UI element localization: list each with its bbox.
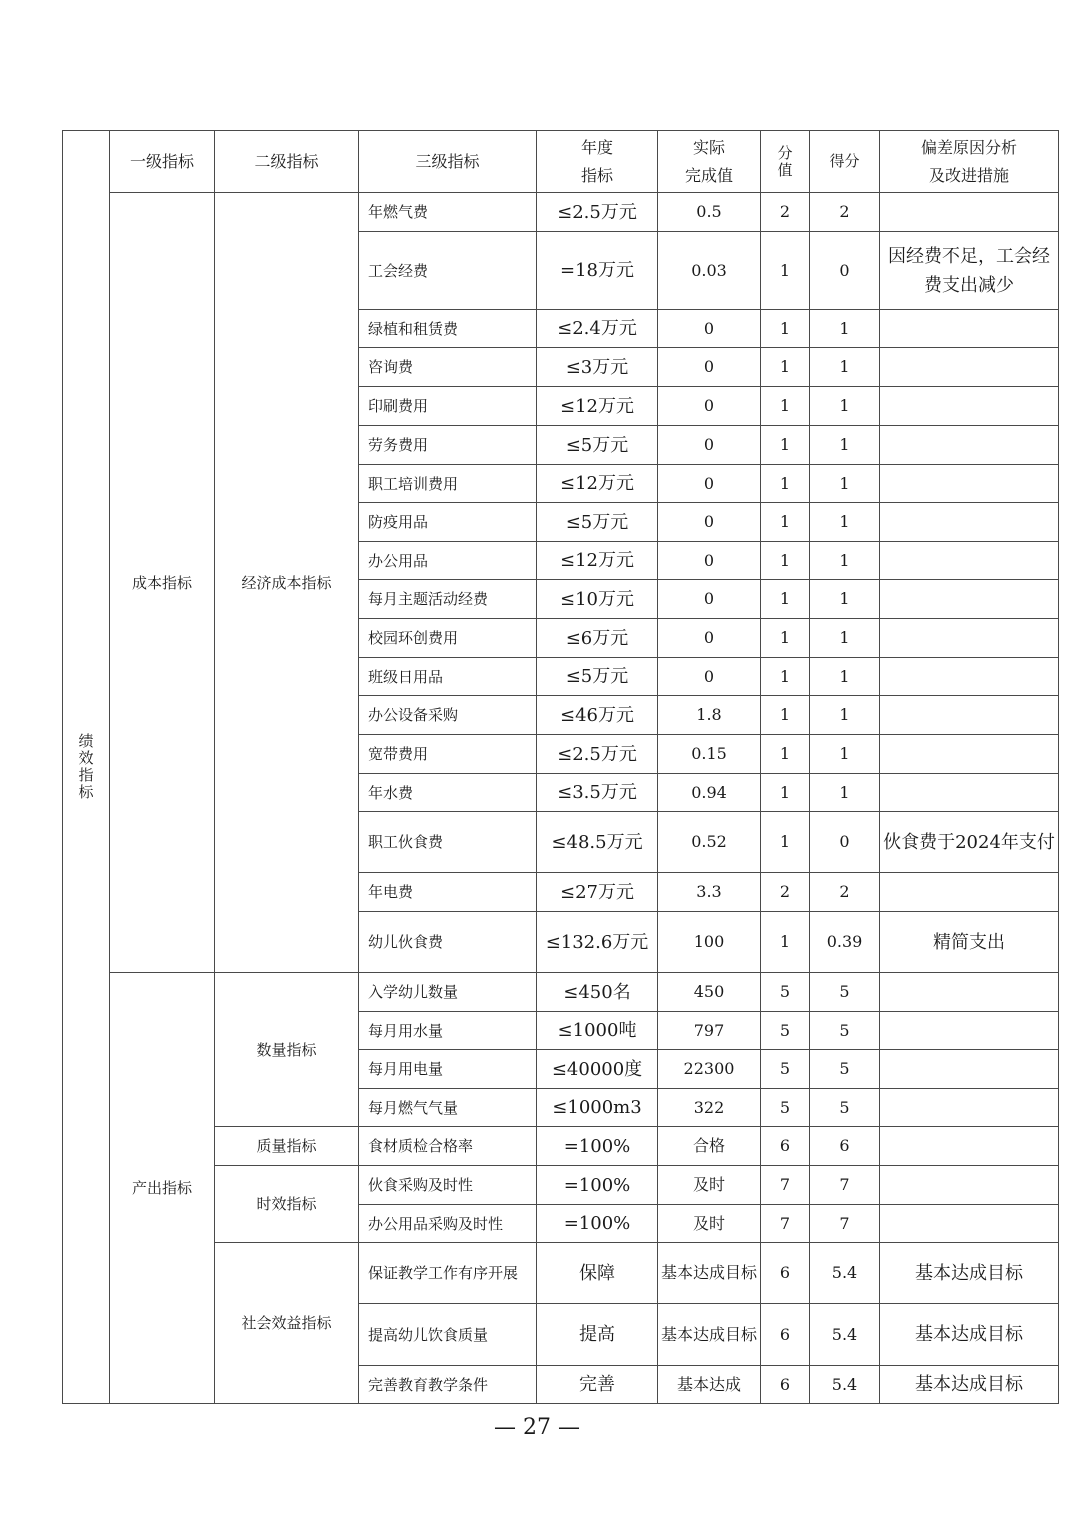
actual-value: 3.3 [658,873,761,912]
header-actual-value: 实际 完成值 [658,131,761,193]
points-earned: 1 [810,619,880,658]
points-earned: 5 [810,1050,880,1089]
actual-value: 0 [658,387,761,426]
actual-value: 322 [658,1089,761,1127]
deviation-note [880,1050,1059,1089]
indicator-name: 完善教育教学条件 [359,1366,537,1404]
deviation-note: 因经费不足，工会经费支出减少 [880,232,1059,310]
annual-target: ≤1000m3 [537,1089,658,1127]
score-value: 1 [761,912,810,973]
annual-target: ≤10万元 [537,580,658,619]
actual-value: 0 [658,619,761,658]
indicator-name: 校园环创费用 [359,619,537,658]
score-value: 1 [761,465,810,503]
deviation-note [880,503,1059,542]
level2-timeliness: 时效指标 [215,1166,359,1243]
indicator-name: 提高幼儿饮食质量 [359,1304,537,1366]
actual-value: 基本达成目标 [658,1243,761,1304]
indicator-name: 办公设备采购 [359,696,537,735]
header-score: 分值 [761,131,810,193]
deviation-note [880,1012,1059,1050]
indicator-name: 职工伙食费 [359,812,537,873]
score-value: 6 [761,1127,810,1166]
points-earned: 1 [810,542,880,580]
actual-value: 0 [658,542,761,580]
points-earned: 2 [810,873,880,912]
annual-target: ≤2.5万元 [537,735,658,774]
deviation-note [880,310,1059,348]
header-annual-target: 年度 指标 [537,131,658,193]
annual-target: =100% [537,1205,658,1243]
annual-target: ≤46万元 [537,696,658,735]
points-earned: 0 [810,812,880,873]
annual-target: ≤2.5万元 [537,193,658,232]
annual-target: ≤3万元 [537,348,658,387]
score-value: 1 [761,812,810,873]
score-value: 1 [761,426,810,465]
deviation-note [880,348,1059,387]
level2-social: 社会效益指标 [215,1243,359,1404]
actual-value: 450 [658,973,761,1012]
deviation-note [880,774,1059,812]
points-earned: 0 [810,232,880,310]
actual-value: 及时 [658,1166,761,1205]
annual-target: ≤5万元 [537,426,658,465]
actual-value: 0 [658,465,761,503]
actual-value: 0.15 [658,735,761,774]
points-earned: 5.4 [810,1243,880,1304]
deviation-note [880,1205,1059,1243]
score-value: 6 [761,1243,810,1304]
actual-value: 0 [658,310,761,348]
indicator-name: 年电费 [359,873,537,912]
deviation-note [880,426,1059,465]
indicator-name: 宽带费用 [359,735,537,774]
indicator-name: 幼儿伙食费 [359,912,537,973]
actual-value: 0.52 [658,812,761,873]
outer-label: 绩效指标 [63,131,110,1404]
annual-target: =100% [537,1166,658,1205]
score-value: 1 [761,696,810,735]
deviation-note: 基本达成目标 [880,1304,1059,1366]
annual-target: ≤450名 [537,973,658,1012]
indicator-name: 印刷费用 [359,387,537,426]
actual-value: 1.8 [658,696,761,735]
deviation-note [880,735,1059,774]
deviation-note: 基本达成目标 [880,1243,1059,1304]
score-value: 1 [761,503,810,542]
annual-target: ≤5万元 [537,503,658,542]
deviation-note [880,1127,1059,1166]
actual-value: 及时 [658,1205,761,1243]
score-value: 1 [761,232,810,310]
annual-target: ≤12万元 [537,542,658,580]
indicator-name: 每月用水量 [359,1012,537,1050]
annual-target: =18万元 [537,232,658,310]
score-value: 1 [761,310,810,348]
score-value: 5 [761,1089,810,1127]
deviation-note [880,1089,1059,1127]
indicator-name: 食材质检合格率 [359,1127,537,1166]
annual-target: ≤12万元 [537,465,658,503]
indicator-name: 年水费 [359,774,537,812]
actual-value: 基本达成目标 [658,1304,761,1366]
score-value: 6 [761,1366,810,1404]
points-earned: 5 [810,1012,880,1050]
actual-value: 0.03 [658,232,761,310]
indicator-name: 保证教学工作有序开展 [359,1243,537,1304]
table-row [63,973,1059,1012]
deviation-note [880,193,1059,232]
points-earned: 5 [810,973,880,1012]
annual-target: ≤27万元 [537,873,658,912]
actual-value: 100 [658,912,761,973]
deviation-note [880,873,1059,912]
indicator-name: 绿植和租赁费 [359,310,537,348]
level2-quantity: 数量指标 [215,973,359,1127]
score-value: 1 [761,735,810,774]
annual-target: ≤132.6万元 [537,912,658,973]
annual-target: ≤2.4万元 [537,310,658,348]
annual-target: ≤1000吨 [537,1012,658,1050]
annual-target: ≤48.5万元 [537,812,658,873]
deviation-note [880,696,1059,735]
annual-target: 提高 [537,1304,658,1366]
points-earned: 1 [810,735,880,774]
points-earned: 7 [810,1166,880,1205]
indicator-name: 防疫用品 [359,503,537,542]
indicator-name: 劳务费用 [359,426,537,465]
deviation-note [880,973,1059,1012]
score-value: 1 [761,658,810,696]
indicator-name: 每月燃气气量 [359,1089,537,1127]
deviation-note [880,387,1059,426]
indicator-name: 入学幼儿数量 [359,973,537,1012]
score-value: 1 [761,580,810,619]
annual-target: =100% [537,1127,658,1166]
deviation-note: 基本达成目标 [880,1366,1059,1404]
header-row [63,131,1059,193]
deviation-note [880,580,1059,619]
score-value: 6 [761,1304,810,1366]
deviation-note [880,1166,1059,1205]
deviation-note: 精简支出 [880,912,1059,973]
actual-value: 0 [658,580,761,619]
points-earned: 1 [810,348,880,387]
indicator-name: 伙食采购及时性 [359,1166,537,1205]
indicator-name: 职工培训费用 [359,465,537,503]
level1-cost: 成本指标 [110,193,215,973]
actual-value: 0 [658,658,761,696]
indicator-name: 班级日用品 [359,658,537,696]
annual-target: ≤12万元 [537,387,658,426]
actual-value: 0 [658,503,761,542]
annual-target: 保障 [537,1243,658,1304]
indicator-name: 咨询费 [359,348,537,387]
annual-target: 完善 [537,1366,658,1404]
deviation-note [880,658,1059,696]
header-deviation-analysis: 偏差原因分析 及改进措施 [880,131,1059,193]
deviation-note [880,619,1059,658]
header-level3: 三级指标 [359,131,537,193]
score-value: 1 [761,387,810,426]
deviation-note [880,465,1059,503]
header-level2: 二级指标 [215,131,359,193]
score-value: 5 [761,1050,810,1089]
indicator-name: 工会经费 [359,232,537,310]
table-row [63,193,1059,232]
indicator-name: 每月主题活动经费 [359,580,537,619]
annual-target: ≤40000度 [537,1050,658,1089]
indicator-name: 办公用品采购及时性 [359,1205,537,1243]
score-value: 5 [761,973,810,1012]
score-value: 1 [761,348,810,387]
actual-value: 0 [658,426,761,465]
level2-quality: 质量指标 [215,1127,359,1166]
score-value: 7 [761,1205,810,1243]
score-value: 2 [761,193,810,232]
points-earned: 1 [810,387,880,426]
points-earned: 1 [810,310,880,348]
points-earned: 1 [810,426,880,465]
points-earned: 1 [810,658,880,696]
actual-value: 0 [658,348,761,387]
score-value: 5 [761,1012,810,1050]
score-value: 1 [761,774,810,812]
points-earned: 1 [810,465,880,503]
performance-table [62,130,1059,1404]
header-level1: 一级指标 [110,131,215,193]
points-earned: 1 [810,580,880,619]
actual-value: 797 [658,1012,761,1050]
actual-value: 0.5 [658,193,761,232]
actual-value: 0.94 [658,774,761,812]
points-earned: 5.4 [810,1366,880,1404]
deviation-note: 伙食费于2024年支付 [880,812,1059,873]
points-earned: 0.39 [810,912,880,973]
actual-value: 基本达成 [658,1366,761,1404]
page-number: — 27 — [494,1415,580,1440]
actual-value: 22300 [658,1050,761,1089]
points-earned: 5 [810,1089,880,1127]
points-earned: 6 [810,1127,880,1166]
level2-economic: 经济成本指标 [215,193,359,973]
points-earned: 5.4 [810,1304,880,1366]
points-earned: 1 [810,696,880,735]
points-earned: 2 [810,193,880,232]
annual-target: ≤5万元 [537,658,658,696]
deviation-note [880,542,1059,580]
actual-value: 合格 [658,1127,761,1166]
header-points: 得分 [810,131,880,193]
points-earned: 1 [810,503,880,542]
points-earned: 7 [810,1205,880,1243]
indicator-name: 办公用品 [359,542,537,580]
annual-target: ≤6万元 [537,619,658,658]
score-value: 1 [761,542,810,580]
annual-target: ≤3.5万元 [537,774,658,812]
score-value: 2 [761,873,810,912]
points-earned: 1 [810,774,880,812]
score-value: 7 [761,1166,810,1205]
score-value: 1 [761,619,810,658]
level1-output: 产出指标 [110,973,215,1404]
indicator-name: 年燃气费 [359,193,537,232]
indicator-name: 每月用电量 [359,1050,537,1089]
